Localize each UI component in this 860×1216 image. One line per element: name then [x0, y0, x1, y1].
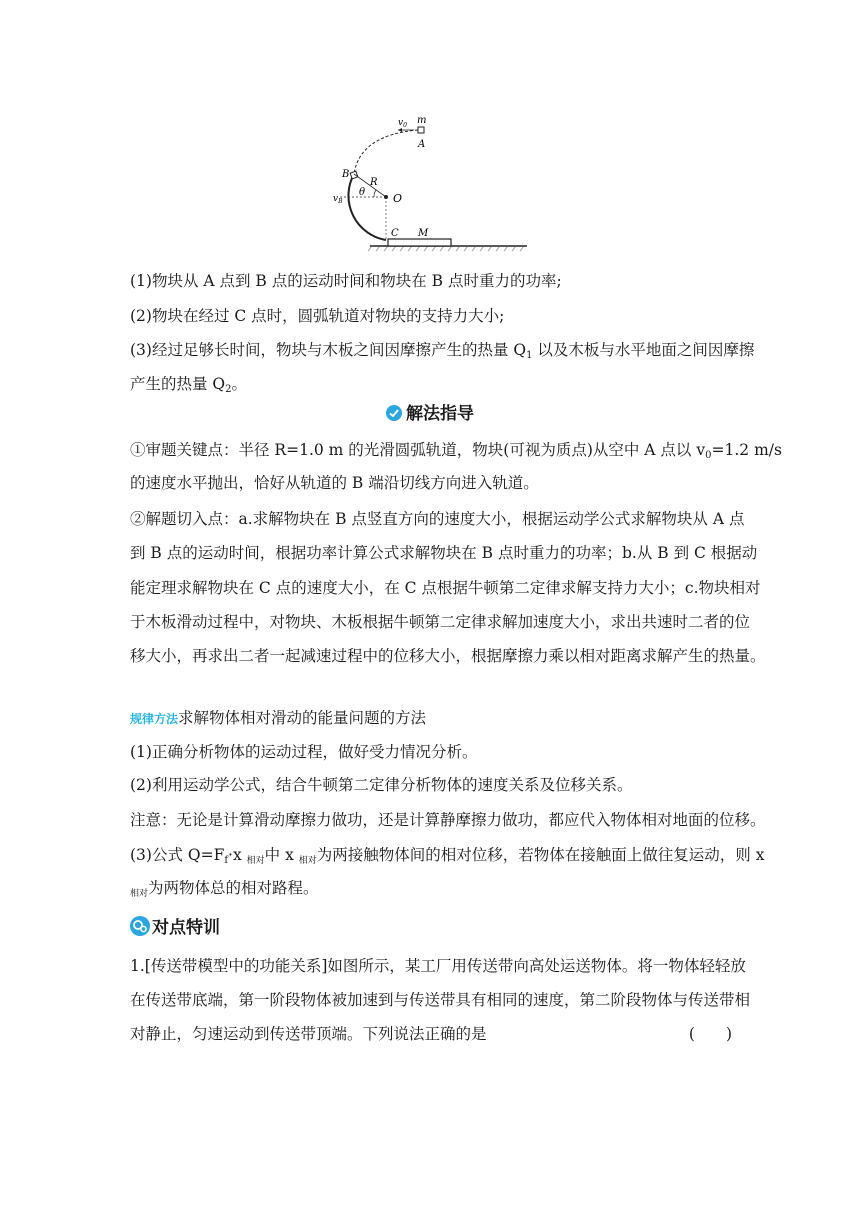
- board-m: [388, 239, 451, 246]
- guide-p2-line4: 于木板滑动过程中，对物块、木板根据牛顿第二定律求解加速度大小，求出共速时二者的位: [130, 613, 751, 631]
- guide-p1-line1: ①审题关键点：半径 R=1.0 m 的光滑圆弧轨道，物块(可视为质点)从空中 A 点以 $v_0=1.2$ m/s: [130, 441, 782, 461]
- block-m: [418, 127, 424, 133]
- question-3: (3)经过足够长时间，物块与木板之间因摩擦产生的热量 $Q_1$ 以及木板与水平地面之间因摩擦: [130, 341, 755, 361]
- label-m-board: M: [418, 228, 429, 239]
- theta-arc: [374, 190, 376, 197]
- label-vb: $v_B$: [333, 194, 343, 205]
- label-m: m: [417, 115, 427, 126]
- training-q1-line3: 对静止，匀速运动到传送带顶端。下列说法正确的是 ( ): [130, 1025, 732, 1043]
- guide-p2-line2: 到 B 点的运动时间，根据功率计算公式求解物块在 B 点时重力的功率；b.从 B 到 C 根据动: [130, 544, 758, 562]
- label-b: B: [342, 169, 350, 180]
- gear-icon: [130, 916, 150, 936]
- training-heading: 对点特训: [130, 916, 220, 940]
- block-b: [350, 171, 358, 179]
- guide-p2-line1: ②解题切入点：a.求解物块在 B 点竖直方向的速度大小，根据运动学公式求解物块从 A 点: [130, 510, 745, 528]
- method-item-2: (2)利用运动学公式，结合牛顿第二定律分析物体的速度关系及位移关系。: [130, 776, 633, 794]
- question-3-cont: 产生的热量 $Q_2$。: [130, 375, 248, 395]
- label-a: A: [418, 139, 426, 150]
- label-theta: θ: [359, 187, 366, 198]
- check-icon: [386, 405, 402, 421]
- guide-p2-line3: 能定理求解物块在 C 点的速度大小，在 C 点根据牛顿第二定律求解支持力大小；c.物块相对: [130, 579, 761, 597]
- training-q1-line2: 在传送带底端，第一阶段物体被加速到与传送带具有相同的速度，第二阶段物体与传送带相: [130, 991, 751, 1009]
- label-v0: $v_0$: [398, 118, 407, 129]
- guide-p1-line2: 的速度水平抛出，恰好从轨道的 B 端沿切线方向进入轨道。: [130, 474, 539, 492]
- label-c: C: [391, 228, 399, 239]
- guide-heading: 解法指导: [0, 403, 860, 425]
- method-title: 规律方法求解物体相对滑动的能量问题的方法: [130, 709, 427, 727]
- method-item-3-cont: 相对为两物体总的相对路程。: [130, 879, 319, 899]
- method-item-1: (1)正确分析物体的运动过程，做好受力情况分析。: [130, 743, 478, 761]
- trajectory: [354, 130, 418, 174]
- question-1: (1)物块从 A 点到 B 点的运动时间和物块在 B 点时重力的功率;: [130, 272, 562, 290]
- label-o: O: [393, 192, 403, 205]
- training-q1-line1: 1.[传送带模型中的功能关系]如图所示，某工厂用传送带向高处运送物体。将一物体轻轻放: [130, 957, 746, 975]
- method-item-3: (3)公式 $Q=F_f\cdot x$ 相对中 x 相对为两接触物体间的相对位移，若物体在接触面上做往复运动，则 x: [130, 846, 765, 866]
- label-r: R: [370, 177, 378, 188]
- method-note: 注意：无论是计算滑动摩擦力做功，还是计算静摩擦力做功，都应代入物体相对地面的位移。: [130, 811, 766, 829]
- method-tag: 规律方法: [130, 712, 179, 726]
- answer-paren: ( ): [688, 1025, 732, 1043]
- question-2: (2)物块在经过 C 点时，圆弧轨道对物块的支持力大小;: [130, 307, 505, 325]
- physics-figure: [330, 110, 530, 260]
- guide-p2-line5: 移大小，再求出二者一起减速过程中的位移大小，根据摩擦力乘以相对距离求解产生的热量。: [130, 647, 766, 665]
